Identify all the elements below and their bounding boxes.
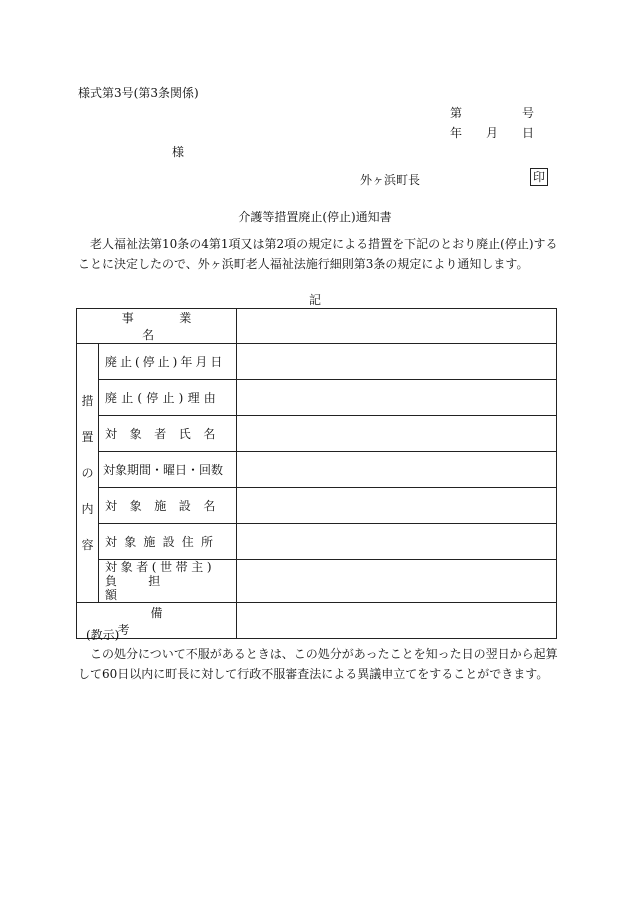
- remarks-value: [237, 603, 557, 639]
- table-row: [77, 488, 557, 524]
- row-label-facility-address: 対象施設住所: [99, 524, 237, 560]
- sender-name: 外ヶ浜町長: [360, 173, 421, 187]
- number-suffix: 号: [522, 106, 535, 120]
- number-prefix: 第: [450, 106, 463, 120]
- row-value-burden: [237, 560, 557, 603]
- business-name-value: [237, 309, 557, 344]
- side-label-measure-content: 措 置 の 内 容: [77, 344, 99, 603]
- row-value-period: [237, 452, 557, 488]
- row-label-subject-name: 対象者氏名: [99, 416, 237, 452]
- addressee: 様: [172, 145, 185, 159]
- notice-paragraph: この処分について不服があるときは、この処分があったことを知った日の翌日から起算して60日以内に町長に対して行政不服審査法による異議申立てをすることができます。: [78, 647, 558, 681]
- table-row: [77, 524, 557, 560]
- table-row: [77, 344, 557, 380]
- table-row-business-name: [77, 309, 557, 344]
- table-row: [77, 452, 557, 488]
- row-label-stop-date: 廃止(停止)年月日: [99, 344, 237, 380]
- body-paragraph: 老人福祉法第10条の4第1項又は第2項の規定による措置を下記のとおり廃止(停止)することに決定したので、外ヶ浜町老人福祉法施行細則第3条の規定により通知します。: [78, 237, 558, 271]
- remarks-label: 備考: [77, 603, 237, 639]
- date-month: 月: [486, 126, 499, 140]
- date-day: 日: [522, 126, 535, 140]
- table-row: [77, 416, 557, 452]
- record-heading: 記: [308, 293, 321, 307]
- table-row-remarks: [77, 603, 557, 639]
- form-number: 様式第3号(第3条関係): [78, 86, 199, 100]
- row-value-subject-name: [237, 416, 557, 452]
- row-value-stop-date: [237, 344, 557, 380]
- document-title: 介護等措置廃止(停止)通知書: [238, 210, 392, 224]
- seal-box: 印: [530, 168, 548, 186]
- row-label-period: 対象期間・曜日・回数: [99, 452, 237, 488]
- row-label-stop-reason: 廃止(停止)理由: [99, 380, 237, 416]
- date-year: 年: [450, 126, 463, 140]
- row-value-facility-name: [237, 488, 557, 524]
- row-label-burden: 対象者(世帯主) 負担額: [99, 560, 237, 603]
- business-name-label: 事 業 名: [77, 309, 237, 344]
- table-row: [77, 380, 557, 416]
- table-row-burden: [77, 560, 557, 603]
- row-value-stop-reason: [237, 380, 557, 416]
- details-table: [76, 308, 557, 639]
- notice-heading: (教示): [86, 628, 120, 642]
- row-value-facility-address: [237, 524, 557, 560]
- row-label-facility-name: 対象施設名: [99, 488, 237, 524]
